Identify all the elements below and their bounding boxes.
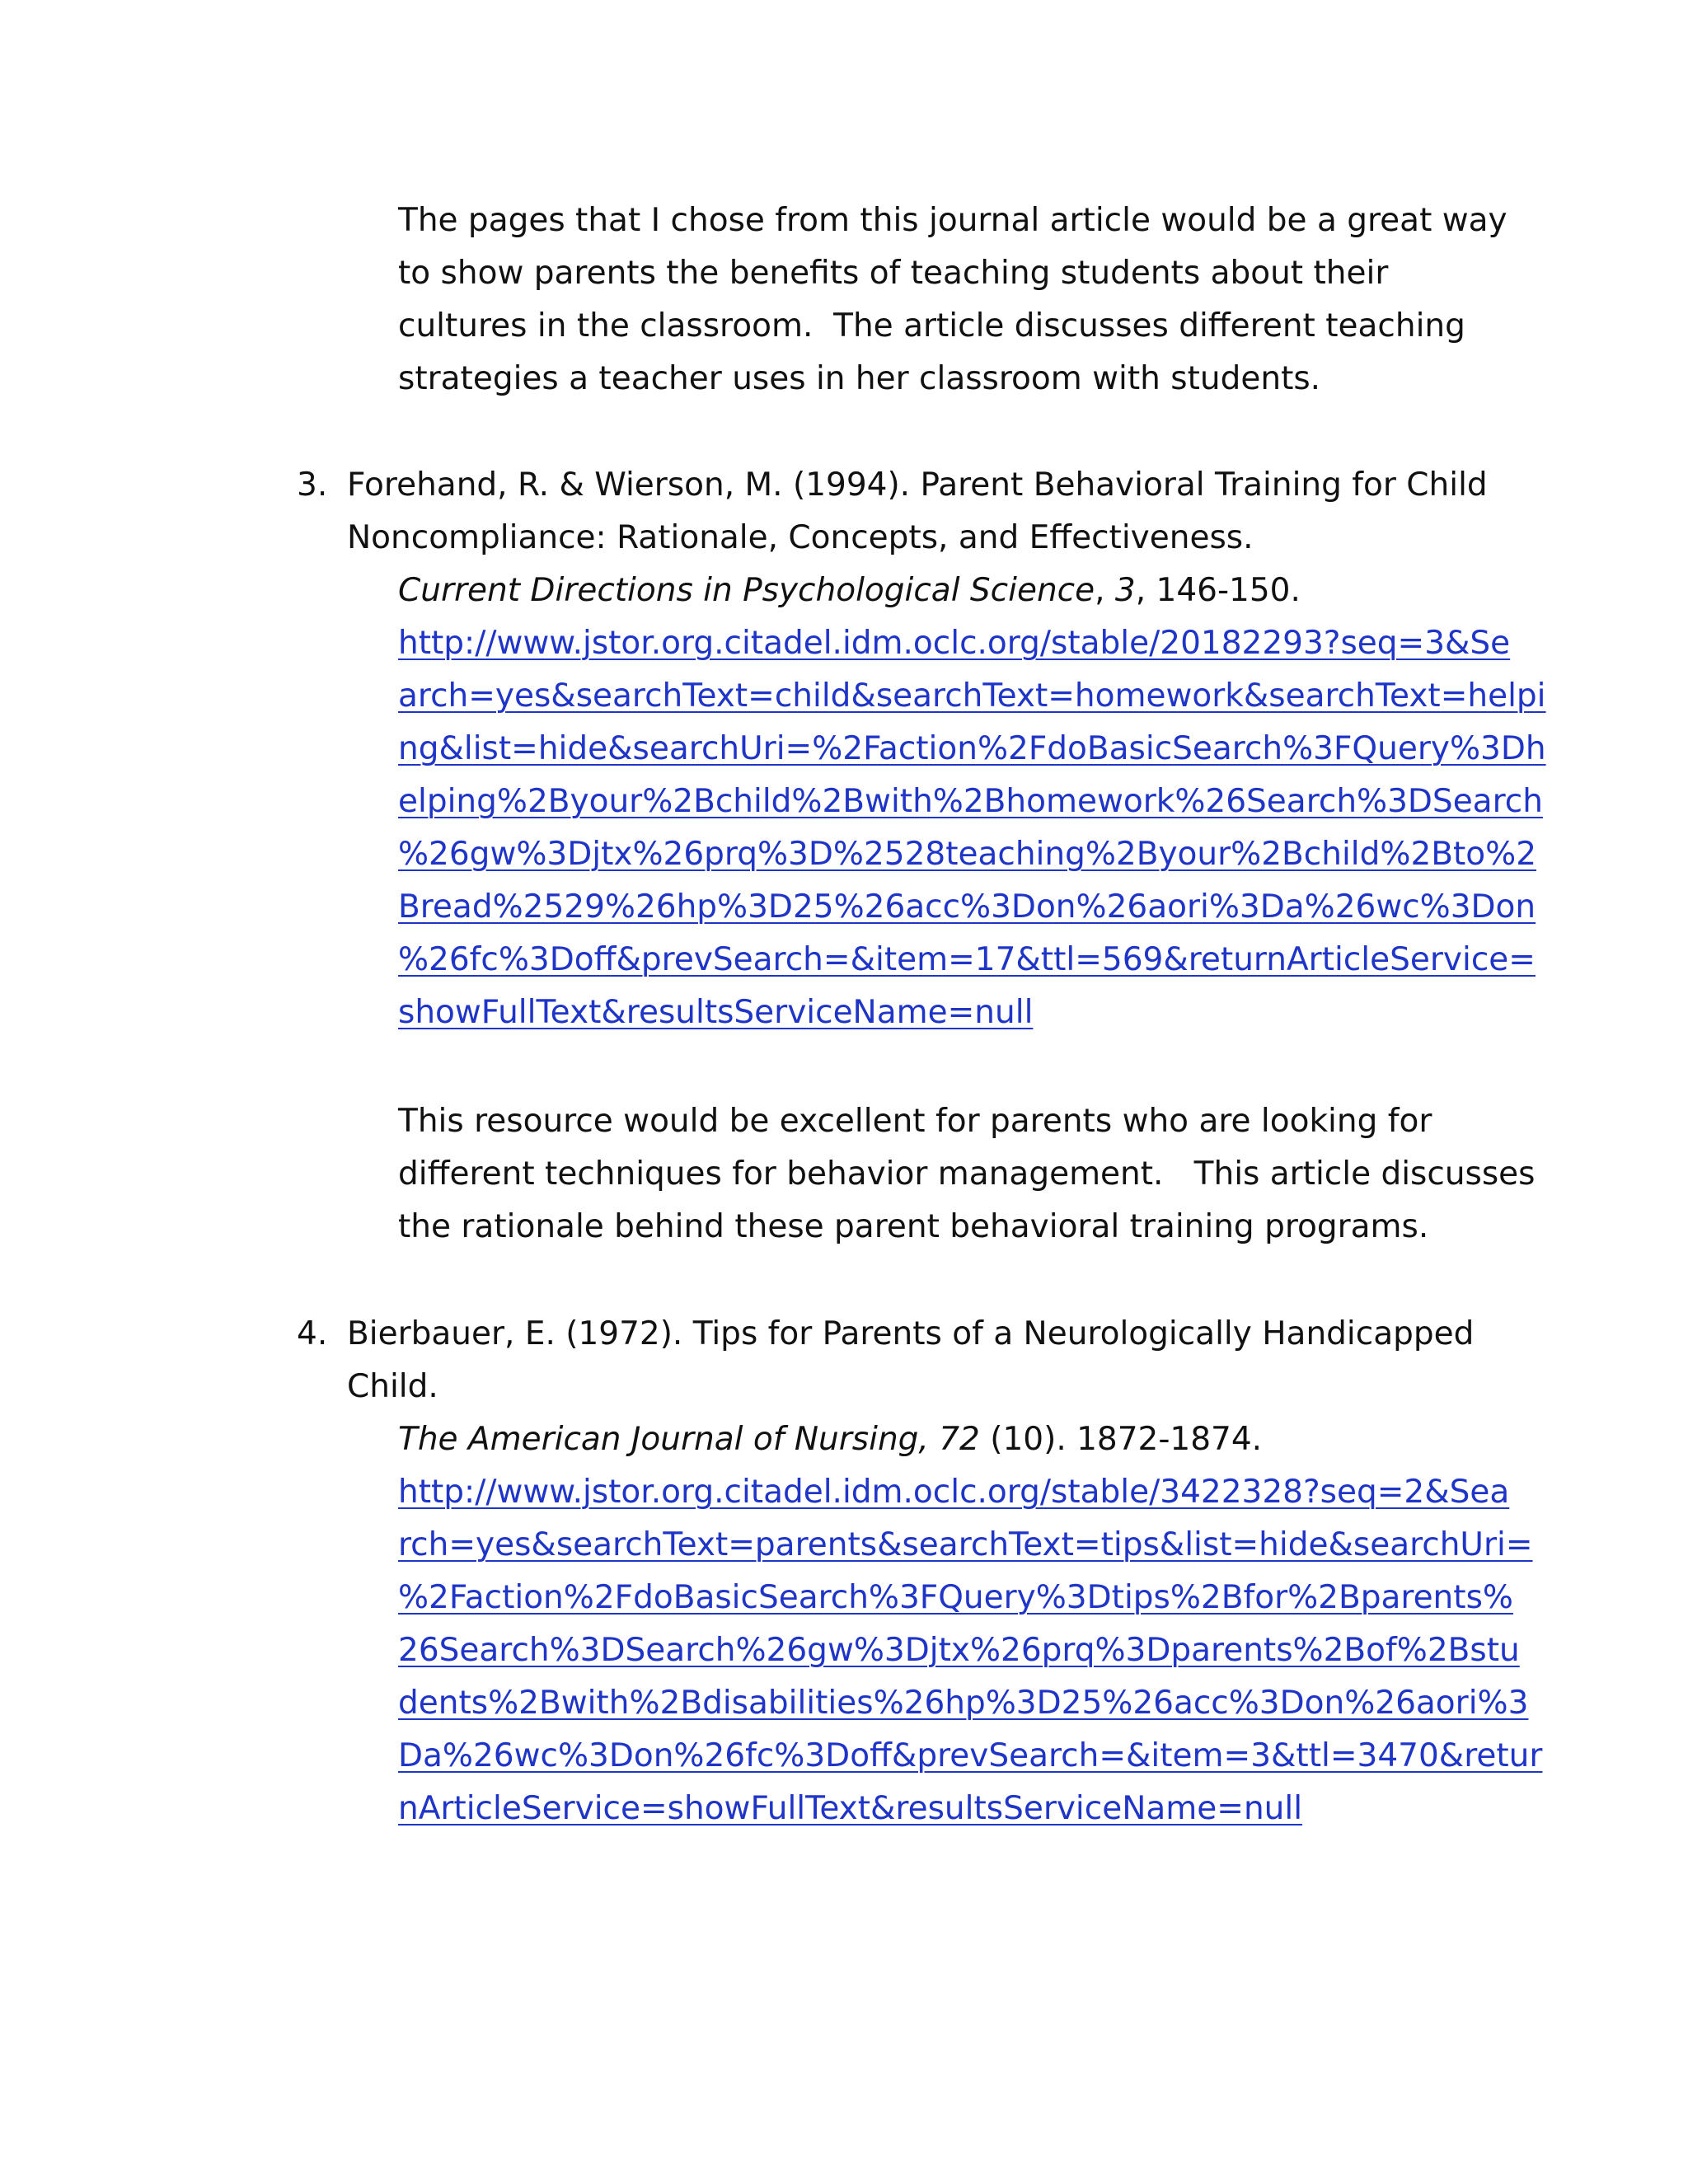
journal-separator: ,: [1095, 572, 1115, 609]
reference-url-link[interactable]: 26Search%3DSearch%26gw%3Djtx%26prq%3Dparents%2Bof%2Bstu: [398, 1632, 1520, 1669]
annotation-line: different techniques for behavior management. This article discusses: [398, 1155, 1536, 1193]
reference-url-link[interactable]: Bread%2529%26hp%3D25%26acc%3Don%26aori%3Da%26wc%3Don: [398, 888, 1536, 926]
journal-volume: 3: [1114, 572, 1136, 609]
reference-url-link[interactable]: rch=yes&searchText=parents&searchText=tips&list=hide&searchUri=: [398, 1526, 1533, 1563]
reference-url-link[interactable]: nArticleService=showFullText&resultsServiceName=null: [398, 1790, 1303, 1827]
reference-url-link[interactable]: http://www.jstor.org.citadel.idm.oclc.org/stable/3422328?seq=2&Sea: [398, 1474, 1510, 1511]
reference-url-link[interactable]: showFullText&resultsServiceName=null: [398, 994, 1034, 1031]
reference-number: 3.: [297, 466, 328, 504]
annotation-line: the rationale behind these parent behavioral training programs.: [398, 1208, 1429, 1245]
reference-url-link[interactable]: http://www.jstor.org.citadel.idm.oclc.org/stable/20182293?seq=3&Se: [398, 625, 1511, 662]
reference-url-link[interactable]: %26gw%3Djtx%26prq%3D%2528teaching%2Byour%2Bchild%2Bto%2: [398, 836, 1537, 873]
journal-line: [398, 565, 1301, 617]
reference-url-link[interactable]: Da%26wc%3Don%26fc%3Doff&prevSearch=&item=3&ttl=3470&retur: [398, 1737, 1543, 1774]
reference-url-link[interactable]: ng&list=hide&searchUri=%2Faction%2FdoBasicSearch%3FQuery%3Dh: [398, 730, 1546, 767]
intro-line: The pages that I chose from this journal article would be a great way: [398, 202, 1507, 239]
reference-url-link[interactable]: %2Faction%2FdoBasicSearch%3FQuery%3Dtips%2Bfor%2Bparents%: [398, 1579, 1513, 1616]
journal-line: [398, 1413, 1262, 1466]
journal-title: The American Journal of Nursing, 72: [398, 1421, 980, 1458]
intro-line: to show parents the benefits of teaching students about their: [398, 255, 1389, 292]
reference-url-link[interactable]: arch=yes&searchText=child&searchText=homework&searchText=helpi: [398, 677, 1546, 715]
reference-url-link[interactable]: dents%2Bwith%2Bdisabilities%26hp%3D25%26acc%3Don%26aori%3: [398, 1685, 1529, 1722]
journal-pages: , 146-150.: [1135, 572, 1301, 609]
journal-pages: (10). 1872-1874.: [979, 1421, 1263, 1458]
citation-line: Forehand, R. & Wierson, M. (1994). Parent Behavioral Training for Child: [347, 466, 1488, 504]
reference-number: 4.: [297, 1315, 328, 1352]
reference-url-link[interactable]: %26fc%3Doff&prevSearch=&item=17&ttl=569&returnArticleService=: [398, 941, 1536, 978]
annotation-line: This resource would be excellent for parents who are looking for: [398, 1103, 1432, 1140]
intro-line: cultures in the classroom. The article discusses different teaching: [398, 307, 1465, 344]
intro-line: strategies a teacher uses in her classroom with students.: [398, 360, 1321, 397]
citation-line: Noncompliance: Rationale, Concepts, and Effectiveness.: [347, 519, 1254, 556]
citation-line: Child.: [347, 1368, 438, 1405]
citation-line: Bierbauer, E. (1972). Tips for Parents of a Neurologically Handicapped: [347, 1315, 1475, 1352]
reference-url-link[interactable]: elping%2Byour%2Bchild%2Bwith%2Bhomework%26Search%3DSearch: [398, 783, 1543, 820]
journal-title: Current Directions in Psychological Science: [398, 572, 1095, 609]
